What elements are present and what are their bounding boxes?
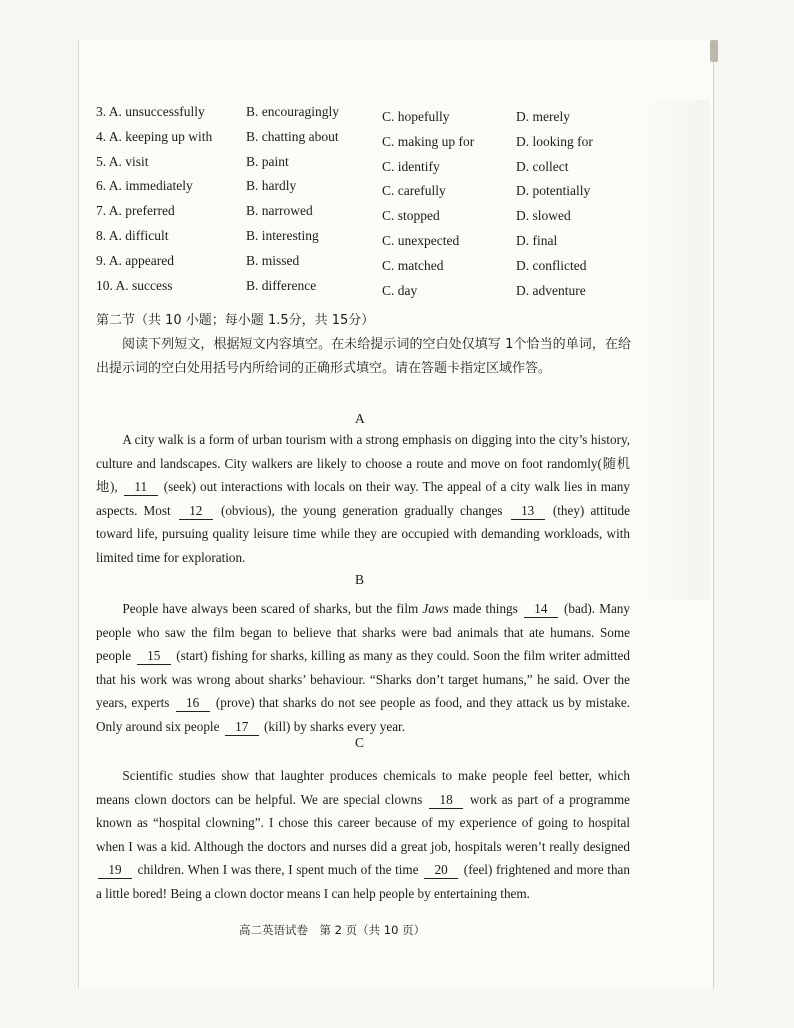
question-number: 3.	[96, 104, 107, 119]
option-a	[96, 253, 174, 269]
option-a	[96, 278, 173, 294]
option-b: B. difference	[246, 277, 317, 293]
passage-a-label: A	[355, 411, 365, 426]
option-d: D. conflicted	[516, 257, 587, 273]
option-d: D. slowed	[516, 208, 571, 224]
option-a	[96, 228, 169, 244]
passage-text: People have always been scared of sharks, but the film	[122, 601, 423, 616]
passage-text: (bad). Many people who saw the film began to believe that sharks were bad animals that ate humans. Some people	[96, 601, 630, 664]
option-c: C. stopped	[382, 208, 440, 224]
answer-blank[interactable]: 18	[429, 792, 463, 809]
passage-b-label: B	[355, 572, 365, 587]
option-c: C. day	[382, 282, 418, 298]
option-row	[96, 278, 656, 303]
option-b: B. interesting	[246, 227, 319, 243]
passage-b	[96, 597, 630, 739]
option-c: C. carefully	[382, 183, 446, 199]
option-row	[96, 228, 656, 253]
section-heading: 第二节（共 10 小题；每小题 1.5分，共 15分）	[96, 313, 375, 328]
option-b: B. paint	[246, 153, 289, 169]
option-a-text: A. difficult	[108, 227, 169, 243]
answer-blank[interactable]: 14	[524, 601, 558, 618]
option-a-text: A. appeared	[108, 252, 174, 268]
question-number: 10.	[96, 277, 113, 293]
option-row	[96, 104, 656, 129]
passage-a	[96, 428, 630, 570]
passage-text: (they) attitude toward life, pursuing quality leisure time while they are occupied with demanding workloads, with limited time for exploration.	[96, 502, 630, 565]
option-c: C. unexpected	[382, 232, 460, 248]
question-number: 7.	[96, 203, 107, 219]
option-b: B. missed	[246, 252, 300, 268]
question-number: 4.	[96, 128, 107, 144]
option-d: D. looking for	[516, 133, 593, 149]
question-number: 6.	[96, 178, 107, 194]
option-a	[96, 104, 205, 120]
passage-c	[96, 764, 630, 906]
option-d: D. potentially	[516, 183, 591, 199]
passage-text: (seek) out interactions with locals on their way. The appeal of a city walk lies in many aspects. Most	[96, 479, 630, 518]
option-d: D. final	[516, 232, 558, 248]
answer-blank[interactable]: 19	[98, 862, 132, 879]
option-a	[96, 203, 175, 219]
option-b: B. narrowed	[246, 203, 313, 219]
option-a-text: A. success	[115, 277, 173, 293]
passage-text: (kill) by sharks every year.	[260, 718, 406, 734]
answer-blank[interactable]: 15	[137, 648, 171, 665]
answer-blank[interactable]: 16	[176, 695, 210, 712]
option-a	[96, 154, 149, 170]
answer-blank[interactable]: 17	[225, 719, 259, 736]
option-a	[96, 129, 212, 145]
option-c: C. hopefully	[382, 109, 450, 124]
option-b: B. encouragingly	[246, 104, 339, 119]
option-d: D. collect	[516, 158, 569, 174]
option-b: B. chatting about	[246, 128, 339, 144]
passage-text: children. When I was there, I spent much of the time	[134, 862, 423, 878]
option-row	[96, 253, 656, 278]
question-number: 5.	[96, 153, 107, 169]
passage-c-label: C	[355, 735, 365, 750]
question-number: 8.	[96, 227, 107, 243]
passage-text: Scientific studies show that laughter produces chemicals to make people feel better, which means clown doctors can be helpful. We are special clowns	[96, 768, 630, 807]
option-d: D. adventure	[516, 282, 586, 298]
passage-text: (feel) frightened and more than a little bored! Being a clown doctor means I can help people by entertaining them.	[96, 862, 630, 901]
option-row	[96, 154, 656, 179]
passage-text: (obvious), the young generation gradually changes	[214, 502, 509, 518]
cloze-options	[96, 104, 656, 302]
page-footer: 高二英语试卷 第 2 页（共 10 页）	[239, 923, 426, 937]
option-row	[96, 203, 656, 228]
option-d: D. merely	[516, 109, 570, 124]
answer-blank[interactable]: 20	[424, 862, 458, 879]
question-number: 9.	[96, 252, 107, 268]
passage-text: made things	[448, 601, 522, 616]
option-a-text: A. immediately	[108, 178, 193, 194]
option-row	[96, 129, 656, 154]
option-b: B. hardly	[246, 178, 297, 194]
option-a-text: A. keeping up with	[108, 128, 213, 144]
section-instructions: 阅读下列短文，根据短文内容填空。在未给提示词的空白处仅填写 1个恰当的单词，在给出提示词的空白处用括号内所给词的正确形式填空。请在答题卡指定区域作答。	[96, 337, 631, 376]
option-a-text: A. preferred	[108, 203, 175, 219]
answer-blank[interactable]: 11	[124, 479, 158, 496]
passage-text: (prove) that sharks do not see people as food, and they attack us by mistake. Only around six people	[96, 695, 630, 734]
option-a-text: A. visit	[108, 153, 149, 169]
passage-text: A city walk is a form of urban tourism with a strong emphasis on digging into the city’s history, culture and landscapes. City walkers are likely to choose a route and move on foot randomly(随机地),	[96, 432, 630, 495]
option-row	[96, 178, 656, 203]
passage-text: (start) fishing for sharks, killing as many as they could. Soon the film writer admitted that his work was wrong about sharks’ behaviour. “Sharks don’t target humans,” he said. Over the years, experts	[96, 648, 630, 711]
option-c: C. identify	[382, 158, 440, 174]
passage-text: work as part of a programme known as “hospital clowning”. I chose this career because of my experience of going to hospital when I was a kid. Although the doctors and nurses did a great job, hospitals weren’t really designed	[96, 791, 631, 854]
answer-blank[interactable]: 12	[179, 503, 213, 520]
film-title: Jaws	[422, 601, 449, 616]
answer-blank[interactable]: 13	[511, 503, 545, 520]
option-a	[96, 178, 193, 194]
option-a-text: A. unsuccessfully	[108, 104, 205, 119]
option-c: C. making up for	[382, 133, 475, 149]
page-corner-tab	[710, 40, 718, 62]
option-c: C. matched	[382, 257, 444, 273]
